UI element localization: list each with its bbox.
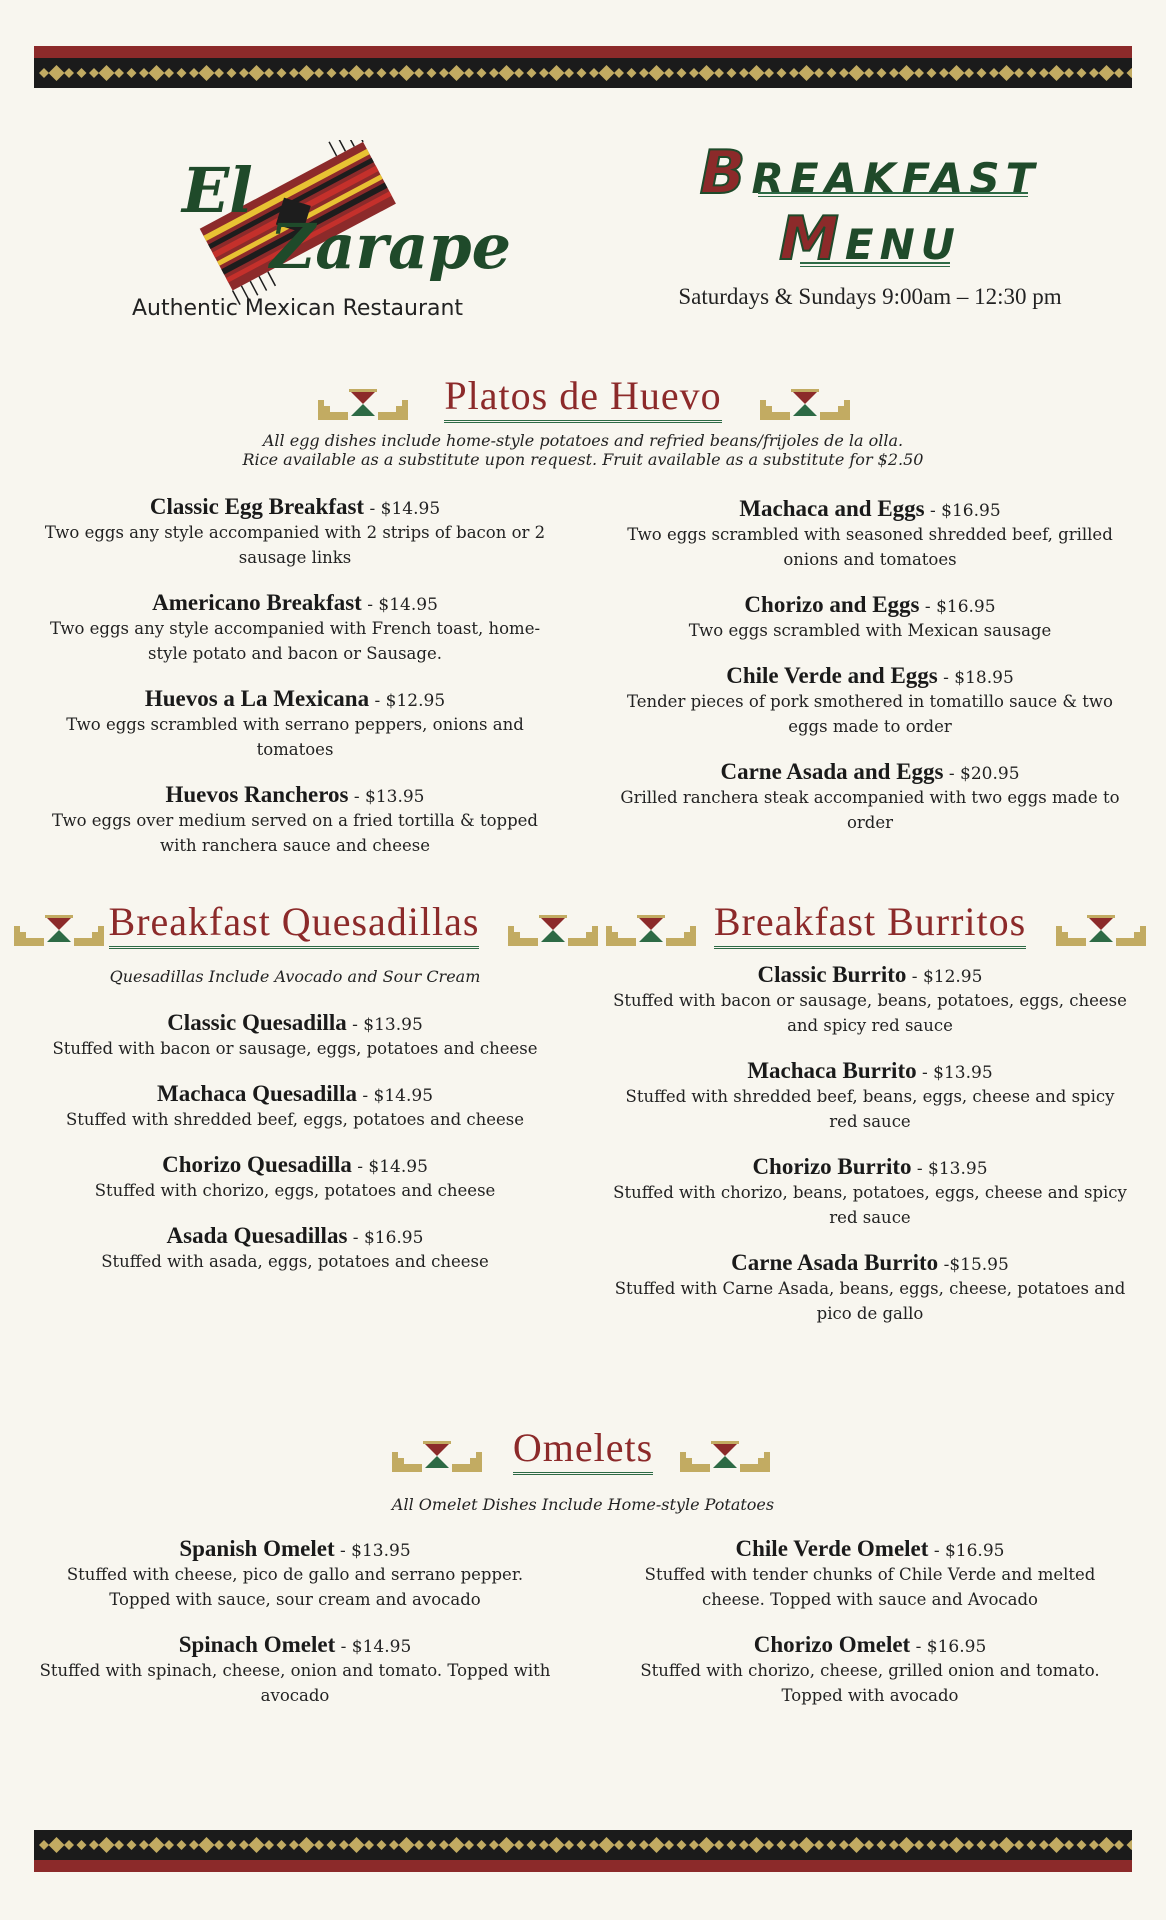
menu-item-description: Grilled ranchera steak accompanied with two eggs made to order bbox=[620, 788, 1120, 832]
aztec-ornament-icon bbox=[392, 1438, 482, 1472]
menu-item bbox=[34, 1536, 556, 1612]
bottom-border-diamond-strip bbox=[34, 1830, 1132, 1860]
menu-item-name: Chorizo and Eggs bbox=[744, 592, 920, 617]
section-title-platos bbox=[410, 373, 756, 423]
top-border-red-stripe bbox=[34, 46, 1132, 58]
menu-title-menu-cap: M bbox=[779, 204, 845, 274]
aztec-ornament-icon bbox=[680, 1438, 770, 1472]
menu-item-description: Stuffed with spinach, cheese, onion and tomato. Topped with avocado bbox=[39, 1661, 551, 1705]
menu-item-description: Stuffed with cheese, pico de gallo and serrano pepper. Topped with sauce, sour cream and avocado bbox=[66, 1565, 524, 1609]
menu-item-price: - $14.95 bbox=[361, 595, 438, 615]
menu-item-price: - $16.95 bbox=[347, 1228, 424, 1248]
menu-item-price: - $14.95 bbox=[351, 1157, 428, 1177]
logo-text-el: El bbox=[182, 154, 253, 227]
menu-item-price: - $16.95 bbox=[919, 597, 996, 617]
platos-note-line: All egg dishes include home-style potatoes and refried beans/frijoles de la olla. bbox=[262, 431, 904, 450]
menu-item-price: - $16.95 bbox=[924, 501, 1001, 521]
bottom-border-band bbox=[34, 1830, 1132, 1872]
menu-item-description: Stuffed with shredded beef, eggs, potatoes and cheese bbox=[65, 1110, 525, 1129]
menu-item-description: Two eggs any style accompanied with 2 strips of bacon or 2 sausage links bbox=[44, 523, 546, 567]
menu-title-menu-rest: ENU bbox=[844, 220, 961, 269]
logo-text-zarape: Zarape bbox=[270, 210, 512, 283]
menu-item bbox=[34, 1632, 556, 1708]
menu-item-description: Stuffed with bacon or sausage, eggs, potatoes and cheese bbox=[52, 1039, 538, 1058]
section-title-burritos bbox=[690, 899, 1050, 949]
menu-item-description: Stuffed with chorizo, cheese, grilled onion and tomato. Topped with avocado bbox=[640, 1661, 1100, 1705]
quesadillas-note: Quesadillas Include Avocado and Sour Cream bbox=[109, 967, 481, 986]
section-title-text: Omelets bbox=[513, 1428, 653, 1475]
menu-item bbox=[612, 496, 1128, 572]
platos-note bbox=[180, 431, 986, 469]
menu-item-name: Huevos Rancheros bbox=[165, 782, 349, 807]
menu-item bbox=[34, 782, 556, 858]
section-title-text: Platos de Huevo bbox=[444, 376, 721, 423]
opening-hours: Saturdays & Sundays 9:00am – 12:30 pm bbox=[678, 284, 1062, 309]
menu-item-name: Machaca Burrito bbox=[747, 1058, 917, 1083]
menu-item bbox=[612, 1250, 1128, 1326]
menu-item-price: - $18.95 bbox=[937, 668, 1014, 688]
menu-item-price: -$15.95 bbox=[938, 1255, 1009, 1275]
menu-item-name: Carne Asada Burrito bbox=[731, 1250, 939, 1275]
menu-item-name: Chorizo Quesadilla bbox=[162, 1152, 352, 1177]
menu-item bbox=[34, 686, 556, 762]
menu-item-name: Classic Egg Breakfast bbox=[149, 494, 365, 519]
bottom-border-red-stripe bbox=[34, 1860, 1132, 1872]
menu-title-breakfast-rest: REAKFAST bbox=[751, 154, 1041, 203]
menu-item-name: Spinach Omelet bbox=[178, 1632, 336, 1657]
menu-item-name: Chile Verde Omelet bbox=[735, 1536, 929, 1561]
menu-item-name: Chile Verde and Eggs bbox=[726, 663, 938, 688]
menu-item-price: - $13.95 bbox=[911, 1159, 988, 1179]
section-title-quesadillas bbox=[84, 899, 504, 949]
menu-item-description: Stuffed with shredded beef, beans, eggs, cheese and spicy red sauce bbox=[625, 1087, 1115, 1131]
quesadillas-column bbox=[34, 1010, 556, 1294]
menu-title-breakfast-cap: B bbox=[699, 138, 752, 208]
menu-item-name: Classic Quesadilla bbox=[167, 1010, 347, 1035]
menu-item-price: - $14.95 bbox=[364, 499, 441, 519]
aztec-ornament-icon bbox=[318, 386, 408, 420]
menu-item-name: Spanish Omelet bbox=[179, 1536, 335, 1561]
menu-item-description: Two eggs scrambled with Mexican sausage bbox=[688, 621, 1052, 640]
menu-item bbox=[612, 1058, 1128, 1134]
menu-item bbox=[34, 590, 556, 666]
menu-item-description: Stuffed with chorizo, beans, potatoes, eggs, cheese and spicy red sauce bbox=[613, 1183, 1127, 1227]
menu-item bbox=[612, 1536, 1128, 1612]
menu-item bbox=[612, 1632, 1128, 1708]
menu-item-name: Asada Quesadillas bbox=[166, 1223, 348, 1248]
aztec-ornament-icon bbox=[1056, 912, 1146, 946]
menu-item-price: - $13.95 bbox=[334, 1541, 411, 1561]
aztec-ornament-icon bbox=[508, 912, 598, 946]
menu-title-breakfast bbox=[660, 138, 1080, 208]
menu-item-price: - $13.95 bbox=[916, 1063, 993, 1083]
menu-item-price: - $20.95 bbox=[943, 764, 1020, 784]
menu-item bbox=[34, 1081, 556, 1132]
aztec-ornament-icon bbox=[606, 912, 696, 946]
menu-item-price: - $13.95 bbox=[346, 1015, 423, 1035]
title-underline bbox=[800, 262, 950, 267]
menu-item-price: - $16.95 bbox=[928, 1541, 1005, 1561]
menu-item bbox=[612, 592, 1128, 643]
menu-item-name: Americano Breakfast bbox=[152, 590, 362, 615]
menu-item bbox=[612, 962, 1128, 1038]
top-border-diamond-strip bbox=[34, 58, 1132, 88]
menu-item-price: - $16.95 bbox=[910, 1637, 987, 1657]
menu-item-name: Classic Burrito bbox=[757, 962, 907, 987]
menu-item bbox=[34, 1010, 556, 1061]
menu-item-name: Chorizo Omelet bbox=[753, 1632, 911, 1657]
section-title-omelets bbox=[490, 1425, 676, 1475]
platos-right-column bbox=[612, 496, 1128, 855]
title-underline bbox=[758, 192, 1028, 197]
menu-item-description: Stuffed with asada, eggs, potatoes and cheese bbox=[101, 1252, 489, 1271]
restaurant-tagline: Authentic Mexican Restaurant bbox=[131, 296, 464, 321]
omelets-right-column bbox=[612, 1536, 1128, 1728]
menu-item bbox=[612, 663, 1128, 739]
menu-item-name: Machaca and Eggs bbox=[739, 496, 925, 521]
menu-item-name: Machaca Quesadilla bbox=[156, 1081, 357, 1106]
aztec-ornament-icon bbox=[760, 386, 850, 420]
menu-item-description: Two eggs any style accompanied with French toast, home-style potato and bacon or Sausage. bbox=[49, 619, 541, 663]
menu-item-description: Tender pieces of pork smothered in tomatillo sauce & two eggs made to order bbox=[627, 692, 1113, 736]
menu-item-price: - $12.95 bbox=[906, 967, 983, 987]
burritos-column bbox=[612, 962, 1128, 1346]
menu-item-price: - $13.95 bbox=[348, 787, 425, 807]
menu-item-name: Chorizo Burrito bbox=[752, 1154, 912, 1179]
menu-item-description: Stuffed with Carne Asada, beans, eggs, cheese, potatoes and pico de gallo bbox=[614, 1279, 1126, 1323]
section-title-text: Breakfast Burritos bbox=[714, 902, 1026, 949]
menu-item-description: Two eggs scrambled with serrano peppers, onions and tomatoes bbox=[66, 715, 524, 759]
platos-left-column bbox=[34, 494, 556, 878]
omelets-note: All Omelet Dishes Include Home-style Potatoes bbox=[391, 1495, 775, 1514]
menu-item-description: Two eggs scrambled with seasoned shredded beef, grilled onions and tomatoes bbox=[627, 525, 1113, 569]
menu-item bbox=[612, 759, 1128, 835]
menu-item bbox=[612, 1154, 1128, 1230]
menu-item bbox=[34, 494, 556, 570]
menu-item bbox=[34, 1152, 556, 1203]
menu-item-description: Stuffed with chorizo, eggs, potatoes and cheese bbox=[94, 1181, 496, 1200]
menu-item-name: Huevos a La Mexicana bbox=[144, 686, 370, 711]
menu-item bbox=[34, 1223, 556, 1274]
section-title-text: Breakfast Quesadillas bbox=[109, 902, 480, 949]
menu-item-name: Carne Asada and Eggs bbox=[720, 759, 944, 784]
top-border-band bbox=[34, 46, 1132, 88]
menu-item-description: Stuffed with tender chunks of Chile Verde and melted cheese. Topped with sauce and Avocado bbox=[644, 1565, 1096, 1609]
menu-item-description: Two eggs over medium served on a fried tortilla & topped with ranchera sauce and cheese bbox=[52, 811, 538, 855]
menu-item-price: - $12.95 bbox=[369, 691, 446, 711]
menu-item-price: - $14.95 bbox=[335, 1637, 412, 1657]
platos-note-line: Rice available as a substitute upon request. Fruit available as a substitute for $2.50 bbox=[242, 450, 924, 469]
menu-item-description: Stuffed with bacon or sausage, beans, potatoes, eggs, cheese and spicy red sauce bbox=[613, 991, 1127, 1035]
menu-item-price: - $14.95 bbox=[356, 1086, 434, 1106]
omelets-left-column bbox=[34, 1536, 556, 1728]
